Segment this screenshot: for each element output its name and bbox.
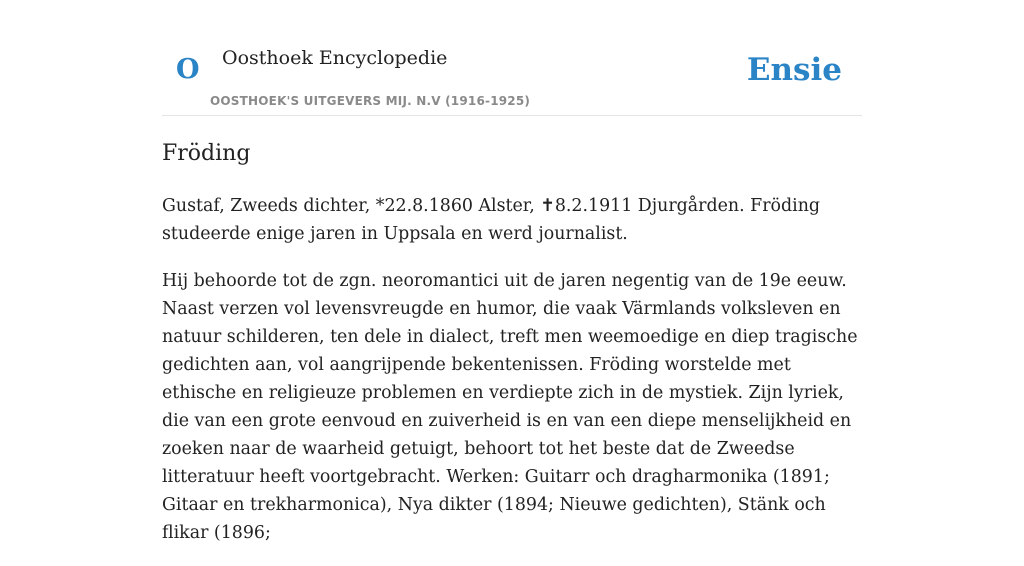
source-logo: O bbox=[176, 54, 200, 85]
entry-paragraph: Hij behoorde tot de zgn. neoromantici uit de jaren negentig van de 19e eeuw. Naast verzen vol levensvreugde en humor, die vaak Värmlands volksleven en natuur schilderen, ten dele in dialect, treft men weemoedige en diep tragische gedichten aan, vol aangrijpende bekentenissen. Fröding worstelde met ethische en religieuze problemen en verdiepte zich in de mystiek. Zijn lyriek, die van een grote eenvoud en zuiverheid is en van een diepe menselijkheid en zoeken naar de waarheid getuigt, behoort tot het beste dat de Zweedse litteratuur heeft voortgebracht. Werken: Guitarr och dragharmonika (1891; Gitaar en trekharmonica), Nya dikter (1894; Nieuwe gedichten), Stänk och flikar (1896; bbox=[162, 271, 858, 543]
entry-body bbox=[162, 192, 862, 566]
content-column bbox=[162, 0, 862, 543]
entry-paragraph: Gustaf, Zweeds dichter, *22.8.1860 Alster, ✝8.2.1911 Djurgården. Fröding studeerde enige jaren in Uppsala en werd journalist. bbox=[162, 196, 821, 244]
entry-title: Fröding bbox=[162, 141, 251, 166]
source-subtitle: OOSTHOEK'S UITGEVERS MIJ. N.V (1916-1925) bbox=[210, 94, 531, 108]
source-title[interactable]: Oosthoek Encyclopedie bbox=[222, 47, 448, 69]
brand-logo[interactable]: Ensie bbox=[746, 52, 842, 88]
source-header bbox=[162, 0, 862, 116]
